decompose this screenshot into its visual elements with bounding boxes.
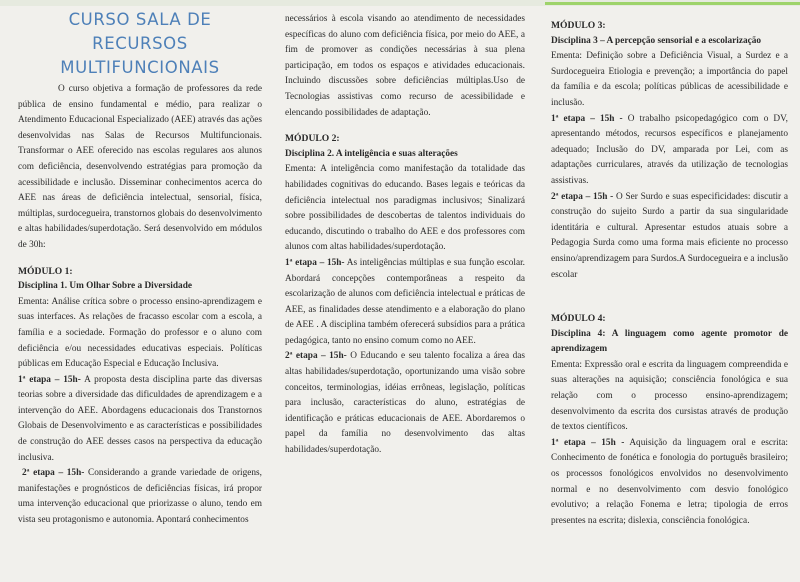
module-1-stage-1 xyxy=(18,373,262,467)
module-1-stage-2-text: Considerando a grande variedade de origens, manifestações e prognósticos de deficiências físicas, irá propor uma intervenção educacional que priorizasse o aluno, tendo em vista seu protagonismo e autonomia. Apontará conhecimentos xyxy=(18,468,263,526)
module-1-stage-2-label: 2ª etapa – 15h- xyxy=(22,468,85,479)
green-accent-bar xyxy=(545,2,800,5)
column-2 xyxy=(285,12,525,459)
module-1-stage-1-text: A proposta desta disciplina parte das diversas teorias sobre a diversidade das dificuldades de aprendizagem e a intervenção do AEE. Abordagens educacionais dos Transtornos Globais de Desenvolvimento e as características e possibilidades de construção do AEE desses casos na perspectiva da educação inclusiva. xyxy=(18,374,263,463)
module-2-stage-2-label: 2ª etapa – 15h- xyxy=(285,351,347,362)
module-3-stage-1 xyxy=(551,112,788,190)
module-4-heading: MÓDULO 4: xyxy=(551,313,606,325)
intro-paragraph: O curso objetiva a formação de professores da rede pública de ensino fundamental e médio, para realizar o Atendimento Educacional Especializado (AEE) através das ações desenvolvidas nas Salas de Recursos Multifuncionais. Transformar o AEE oferecido nas escolas regulares aos alunos com deficiência, desenvolvendo estratégias para promoção da acessibilidade e inclusão. Disseminar conhecimentos acerca do AEE nas áreas de deficiência intelectual, sensorial, física, múltiplas, surdocegueira, transtornos globais do desenvolvimento e altas habilidades/superdotação. Será desenvolvido em módulos de 30h: xyxy=(18,84,262,250)
module-1-discipline: Disciplina 1. Um Olhar Sobre a Diversidade xyxy=(18,281,192,292)
module-2-stage-1-text: As inteligências múltiplas e sua função escolar. Abordará concepções contemporâneas a respeito da escolarização de alunos com deficiência intelectual e práticas de AEE, as finalidades desse atendimento e a elaboração do plano de AEE . A disciplina também oferecerá subsídios para a prática pedagógica, tanto no ensino comum como no AEE. xyxy=(285,257,525,346)
module-3-stage-1-label: 1ª etapa – 15h - xyxy=(551,113,623,124)
module-4-stage-1-text: Aquisição da linguagem oral e escrita: Conhecimento de fonética e fonologia do português brasileiro; os processos fonológicos envolvidos no desenvolvimento normal e no desenvolvimento com desvio fonológico evolutivo; a relação Fonema e letra; tipologia de erros presentes na escrita; dislexia, consciência fonológica. xyxy=(551,437,788,526)
column-3 xyxy=(551,18,788,529)
module-1-stage-2 xyxy=(18,466,262,528)
module-3-ementa: Ementa: Definição sobre a Deficiência Visual, a Surdez e a Surdocegueira Etiologia e prevenção; a importância do papel da família e da escola; políticas públicas de acessibilidade e inclusão. xyxy=(551,51,788,108)
module-1-continuation: necessários à escola visando ao atendimento de necessidades específicas do aluno com deficiência física, por meio do AEE, a fim de promover as condições necessárias à sua plena participação, em todos os espaços e atividades educacionais. Incluindo discussões sobre deficiências múltiplas.Uso de Tecnologias assistivas como recurso de acessibilidade e elencando possibilidades de adaptação. xyxy=(285,14,525,118)
column-1 xyxy=(18,6,262,529)
module-4-stage-1-label: 1ª etapa – 15h - xyxy=(551,437,625,448)
module-3-stage-2 xyxy=(551,190,788,284)
module-2-discipline: Disciplina 2. A inteligência e suas alterações xyxy=(285,148,458,159)
module-1-heading: MÓDULO 1: xyxy=(18,265,73,277)
module-2-stage-1-label: 1ª etapa – 15h- xyxy=(285,257,345,268)
module-1-stage-1-label: 1ª etapa – 15h- xyxy=(18,374,81,385)
module-3-stage-1-text: O trabalho psicopedagógico com o DV, apresentando métodos, recursos específicos e planejamento adequado; Inclusão do DV, amparada por Lei, com as adaptações curriculares, através da utilização de tecnologias assistivas. xyxy=(551,113,788,186)
module-3-discipline: Disciplina 3 – A percepção sensorial e a escolarização xyxy=(551,35,762,46)
module-3-stage-2-text: O Ser Surdo e suas especificidades: discutir a construção do sujeito Surdo a partir da sua singularidade identitária e cultural. Apresentar estudos atuais sobre a Pedagogia Surda como uma forma mais eficiente no processo ensino/aprendizagem para Surdos.A Surdocegueira e a inclusão escolar xyxy=(551,191,788,280)
module-2-ementa: Ementa: A inteligência como manifestação da totalidade das habilidades cognitivas do educando. Bases legais e teóricas da deficiência intelectual nos paradigmas inclusivos; Sinalizará sobre possibilidades de descobertas de talentos individuais do educando, discutindo o trabalho do AEE e dos professores com alunos com altas habilidades/superdotação. xyxy=(285,164,525,253)
module-3-heading: MÓDULO 3: xyxy=(551,20,606,31)
module-2-stage-2-text: O Educando e seu talento focaliza a área das altas habilidades/superdotação, oportunizando uma visão sobre conceitos, terminologias, idéias errôneas, legislação, políticas para inclusão, características do aluno, estratégias de identificação e práticas educacionais de AEE. Abordaremos o papel da família no desenvolvimento das altas habilidades/superdotação. xyxy=(285,351,525,456)
page-title: CURSO SALA DE RECURSOS MULTIFUNCIONAIS xyxy=(60,10,220,77)
module-1-ementa: Ementa: Análise crítica sobre o processo ensino-aprendizagem e suas interfaces. As relações de fracasso escolar com a escola, a família e a sociedade. Formação do professor e o aluno com deficiência e/ou necessidades educativas especiais. Políticas públicas em Educação Especial e Educação Inclusiva. xyxy=(18,296,262,370)
module-4-ementa: Ementa: Expressão oral e escrita da linguagem compreendida e suas alterações na aquisição; consciência fonológica e sua relação com o processo ensino-aprendizagem; desenvolvimento da escrita dos cursistas através de produção de textos científicos. xyxy=(551,359,788,433)
module-2-heading: MÓDULO 2: xyxy=(285,133,340,145)
module-2-stage-2 xyxy=(285,349,525,458)
module-2-stage-1 xyxy=(285,256,525,350)
module-4-stage-1 xyxy=(551,436,788,530)
module-3-stage-2-label: 2ª etapa – 15h - xyxy=(551,191,614,202)
module-4-discipline: Disciplina 4: A linguagem como agente promotor de aprendizagem xyxy=(551,328,788,355)
